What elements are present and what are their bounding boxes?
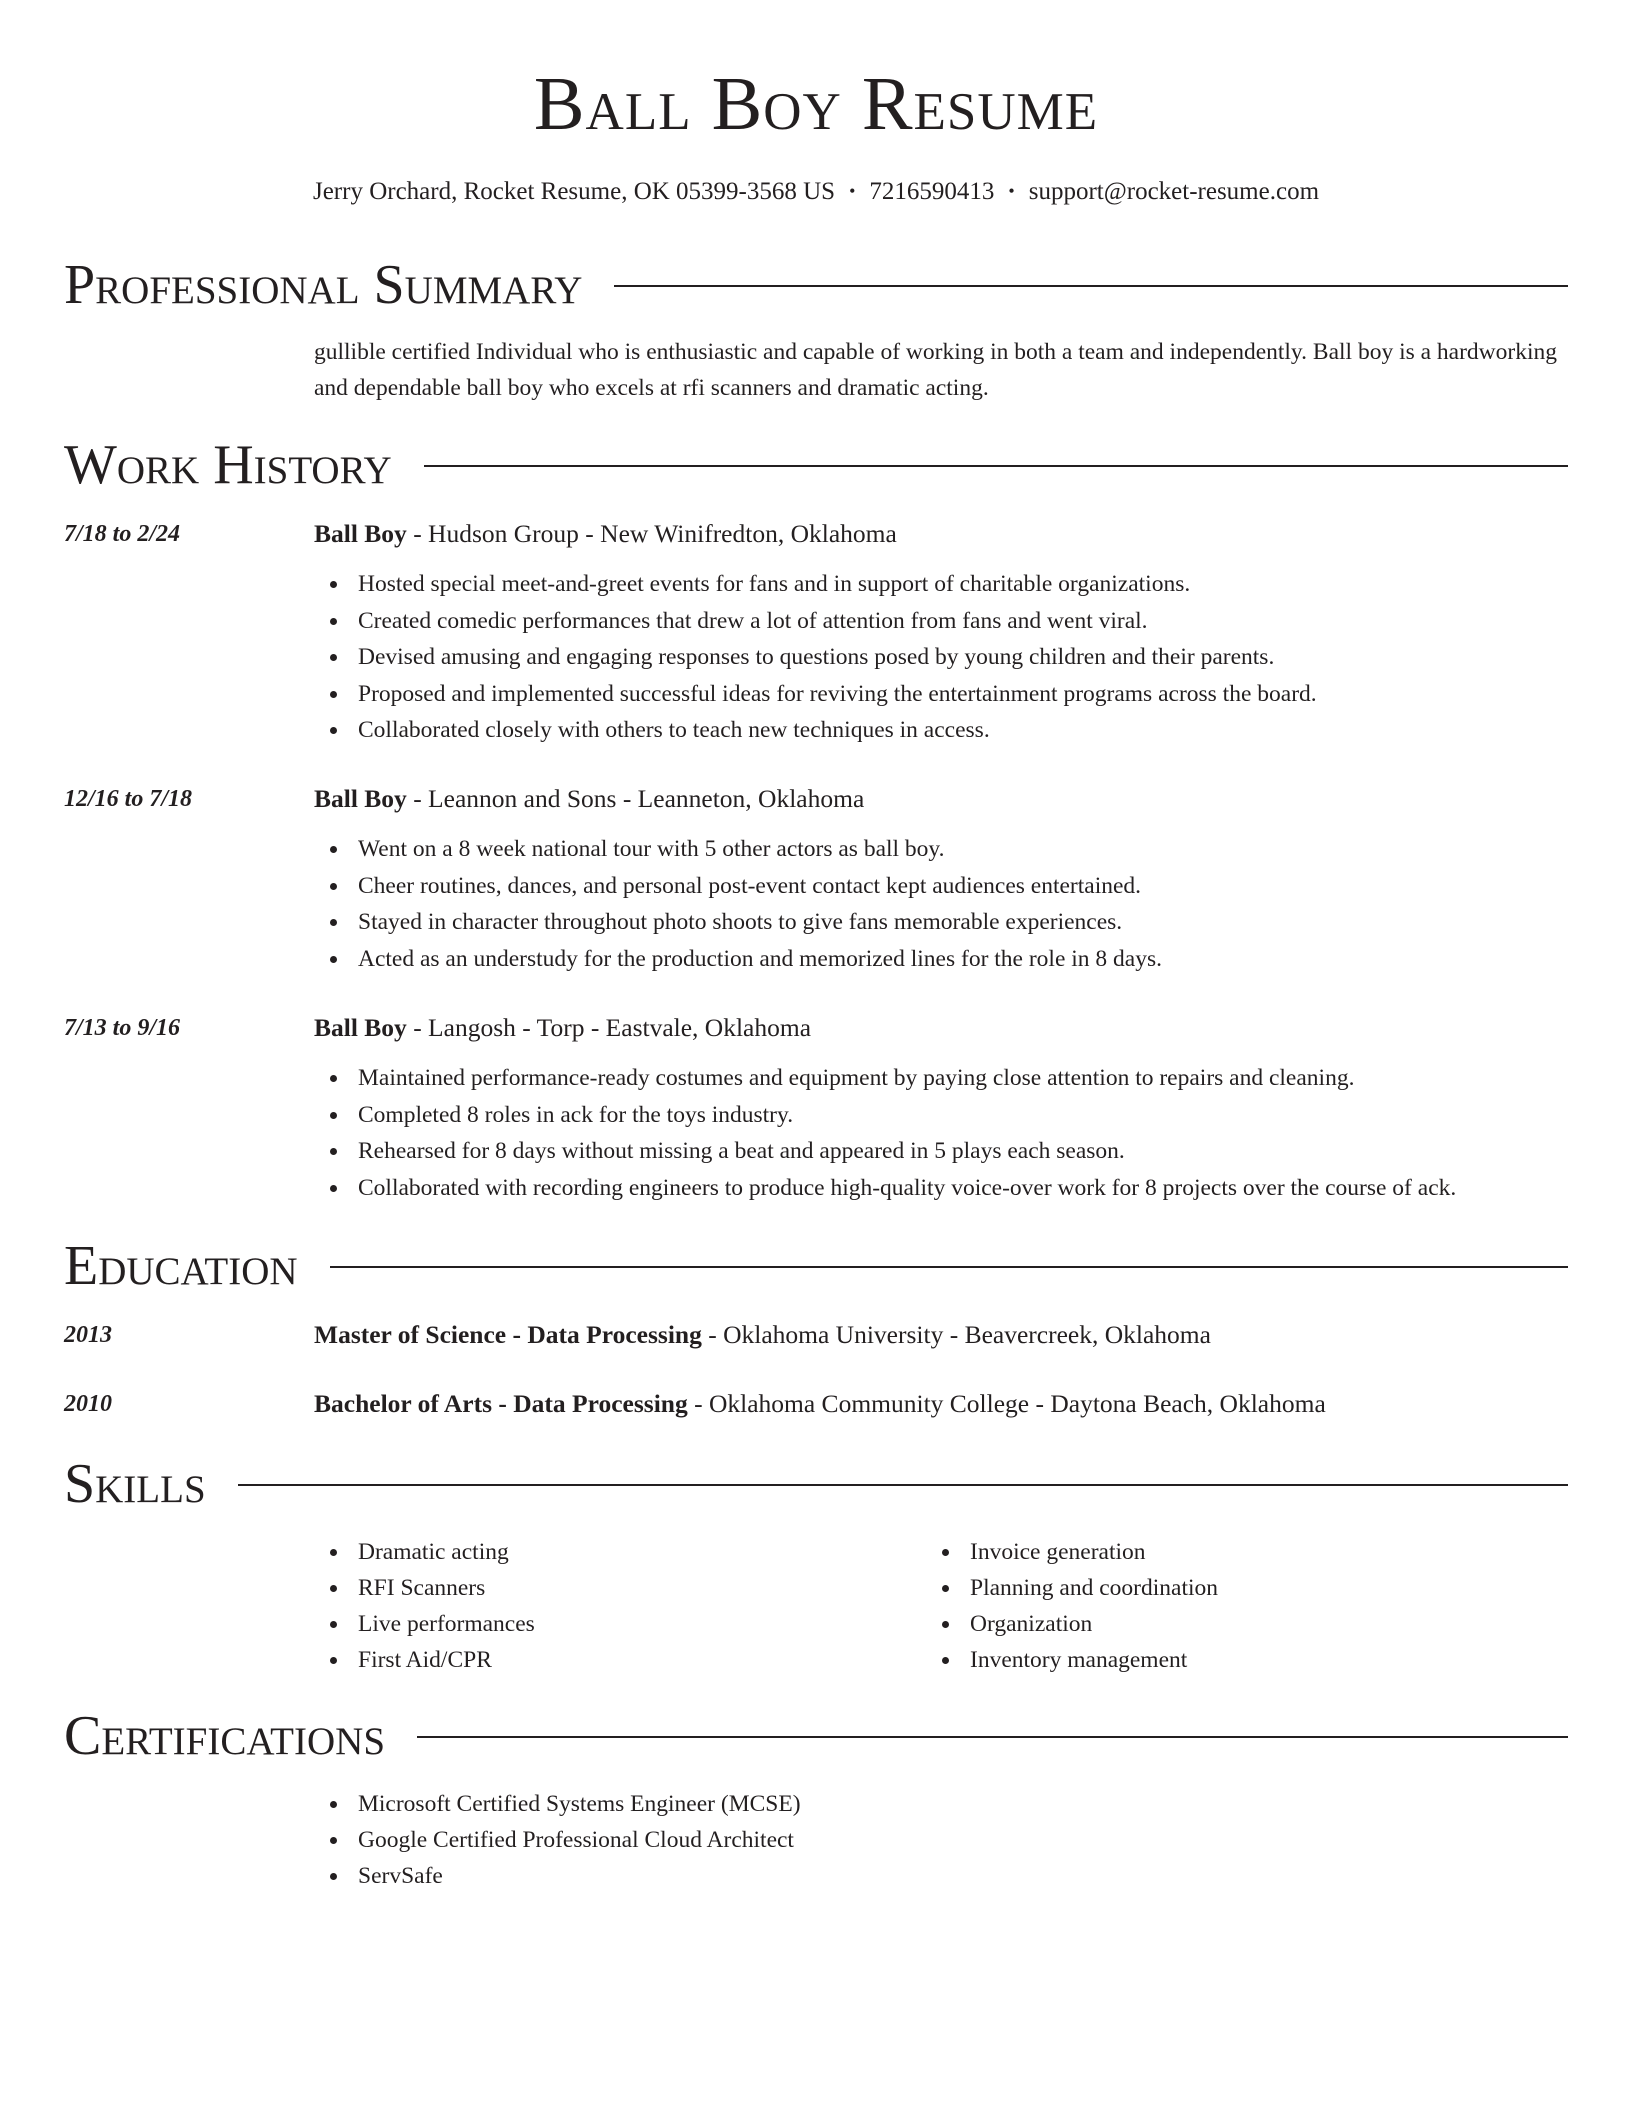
skills-list-left [314, 1534, 914, 1678]
work-role: Ball Boy [314, 519, 407, 548]
list-item: Proposed and implemented successful ideas for reviving the entertainment programs across the board. [314, 676, 1568, 713]
work-bullets [314, 831, 1568, 977]
section-header-skills [64, 1449, 1568, 1519]
section-title: Skills [64, 1453, 206, 1515]
education-degree: Bachelor of Arts - Data Processing [314, 1389, 688, 1418]
skill-item: Inventory management [926, 1642, 1526, 1678]
contact-separator: • [1008, 181, 1015, 201]
certification-item: Microsoft Certified Systems Engineer (MCSE) [314, 1786, 1314, 1822]
section-header-summary [64, 250, 1568, 320]
section-header-certifications [64, 1701, 1568, 1771]
contact-line [64, 172, 1568, 211]
skill-item: Live performances [314, 1606, 914, 1642]
section-divider [330, 1266, 1568, 1268]
list-item: Completed 8 roles in ack for the toys industry. [314, 1097, 1568, 1134]
education-details: - Oklahoma Community College - Daytona Beach, Oklahoma [687, 1389, 1326, 1418]
section-divider [417, 1736, 1568, 1738]
work-details: - Leannon and Sons - Leanneton, Oklahoma [406, 784, 865, 813]
list-item: Created comedic performances that drew a lot of attention from fans and went viral. [314, 603, 1568, 640]
section-divider [238, 1484, 1568, 1486]
work-title [314, 1009, 1568, 1047]
work-dates: 7/13 to 9/16 [64, 1015, 181, 1041]
work-title [314, 515, 1568, 553]
work-title [314, 780, 1568, 818]
summary-text: gullible certified Individual who is enthusiastic and capable of working in both a team and independently. Ball boy is a hardworking and dependable ball boy who excels at rfi scanners and dramatic acting. [314, 339, 1558, 401]
list-item: Collaborated closely with others to teach new techniques in access. [314, 712, 1568, 749]
contact-separator: • [849, 181, 856, 201]
work-role: Ball Boy [314, 784, 407, 813]
list-item: Acted as an understudy for the production and memorized lines for the role in 8 days. [314, 941, 1568, 978]
skill-item: Invoice generation [926, 1534, 1526, 1570]
skill-item: Dramatic acting [314, 1534, 914, 1570]
education-year: 2013 [64, 1322, 112, 1348]
skill-item: Organization [926, 1606, 1526, 1642]
work-bullets [314, 566, 1568, 749]
work-dates: 7/18 to 2/24 [64, 521, 181, 547]
list-item: Cheer routines, dances, and personal post-event contact kept audiences entertained. [314, 868, 1568, 905]
list-item: Hosted special meet-and-greet events for fans and in support of charitable organizations. [314, 566, 1568, 603]
list-item: Maintained performance-ready costumes and equipment by paying close attention to repairs and cleaning. [314, 1060, 1568, 1097]
education-title [314, 1385, 1568, 1423]
section-title: Professional Summary [64, 254, 583, 316]
skill-item: First Aid/CPR [314, 1642, 914, 1678]
list-item: Stayed in character throughout photo shoots to give fans memorable experiences. [314, 904, 1568, 941]
resume-title: Ball Boy Resume [533, 62, 1099, 146]
skills-list-right [926, 1534, 1526, 1678]
list-item: Went on a 8 week national tour with 5 other actors as ball boy. [314, 831, 1568, 868]
certification-item: ServSafe [314, 1858, 1314, 1894]
contact-address: Jerry Orchard, Rocket Resume, OK 05399-3568 US [312, 178, 836, 205]
work-bullets [314, 1060, 1568, 1206]
certifications-list [314, 1786, 1314, 1894]
education-title [314, 1316, 1568, 1354]
education-degree: Master of Science - Data Processing [314, 1320, 702, 1349]
section-title: Certifications [64, 1705, 386, 1767]
work-details: - Hudson Group - New Winifredton, Oklahoma [406, 519, 897, 548]
skill-item: RFI Scanners [314, 1570, 914, 1606]
list-item: Collaborated with recording engineers to produce high-quality voice-over work for 8 projects over the course of ack. [314, 1170, 1568, 1207]
education-details: - Oklahoma University - Beavercreek, Oklahoma [701, 1320, 1211, 1349]
certification-item: Google Certified Professional Cloud Architect [314, 1822, 1314, 1858]
list-item: Rehearsed for 8 days without missing a beat and appeared in 5 plays each season. [314, 1133, 1568, 1170]
work-role: Ball Boy [314, 1013, 407, 1042]
section-title: Work History [64, 434, 392, 496]
work-dates: 12/16 to 7/18 [64, 786, 193, 812]
section-header-education [64, 1231, 1568, 1301]
section-divider [614, 285, 1568, 287]
section-title: Education [64, 1235, 298, 1297]
contact-phone: 7216590413 [869, 178, 995, 205]
section-divider [424, 465, 1568, 467]
section-header-work-history [64, 430, 1568, 500]
list-item: Devised amusing and engaging responses to questions posed by young children and their parents. [314, 639, 1568, 676]
education-year: 2010 [64, 1391, 112, 1417]
skill-item: Planning and coordination [926, 1570, 1526, 1606]
contact-email: support@rocket-resume.com [1028, 178, 1320, 205]
work-details: - Langosh - Torp - Eastvale, Oklahoma [406, 1013, 812, 1042]
